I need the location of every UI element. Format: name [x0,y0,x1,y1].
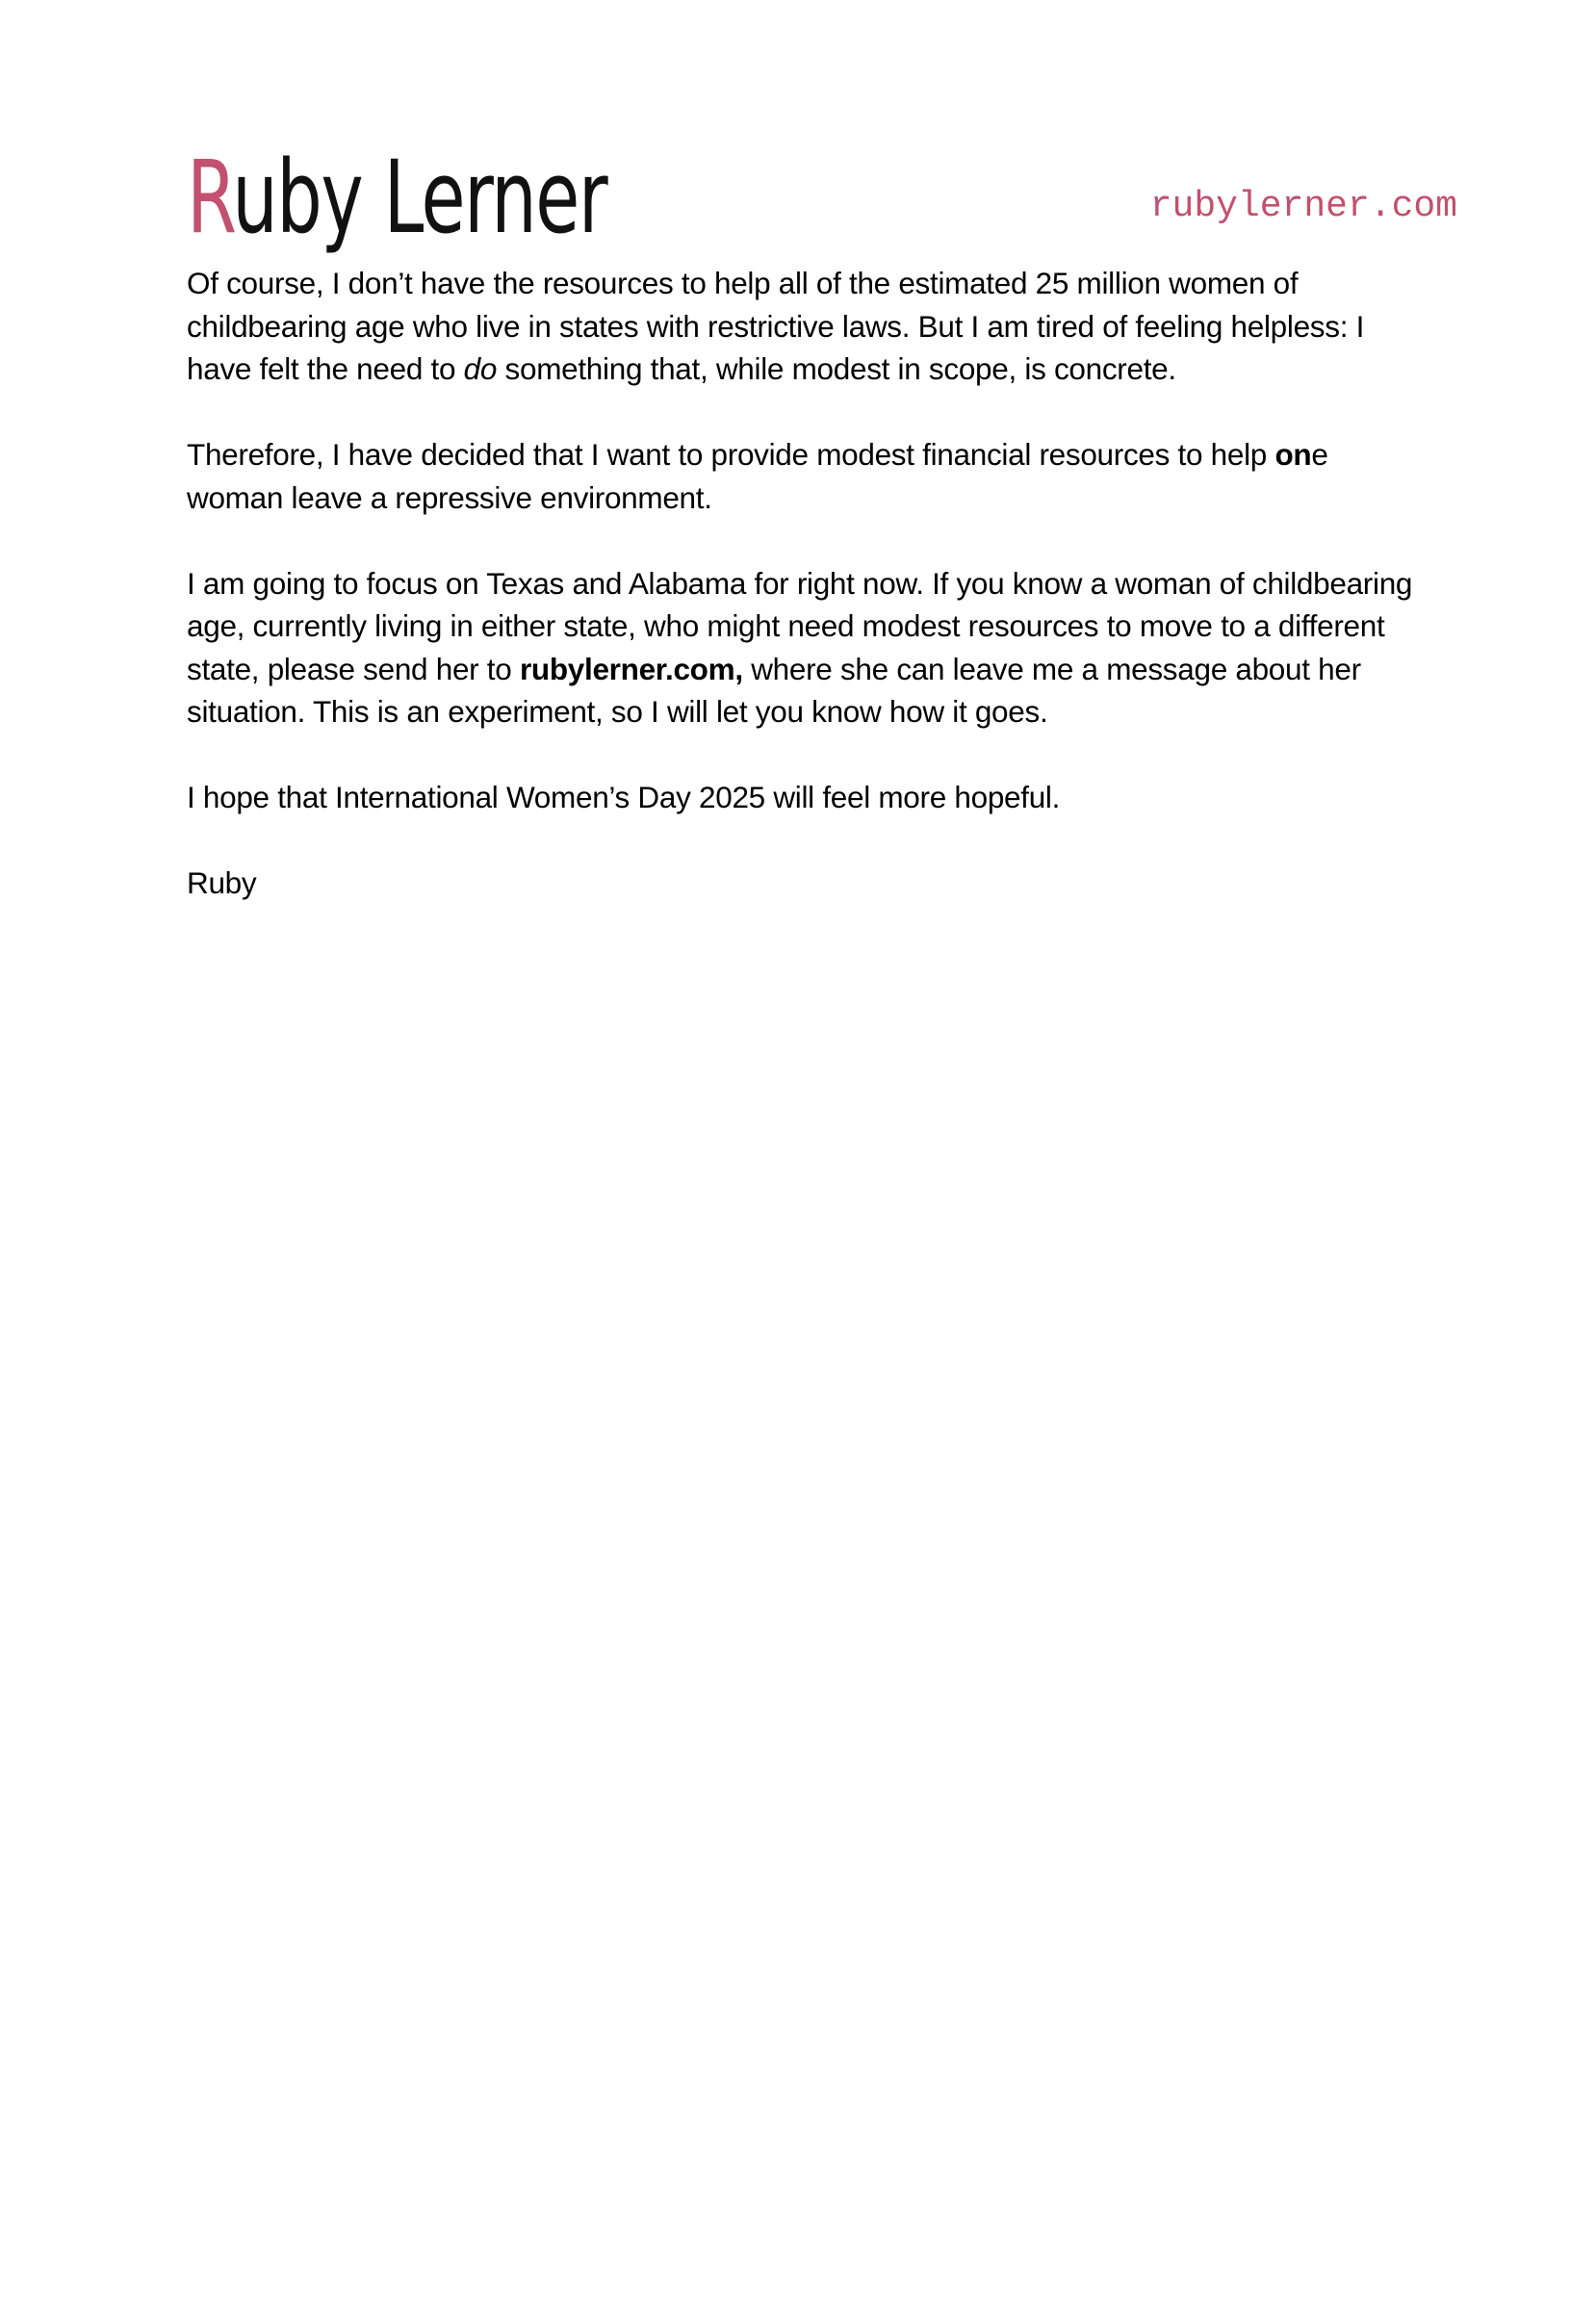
paragraph-3-link-text: rubylerner.com, [519,651,743,686]
logo-wordmark [187,135,606,260]
logo-name: uby Lerner [232,139,607,256]
paragraph-2 [187,433,1429,519]
paragraph-1 [187,262,1429,391]
paragraph-1-text-a: Of course, I don’t have the resources to help all of the estimated 25 million women of childbearing age who live in states with restrictive laws. But I am tired of feeling helpless: I have felt the need to [187,266,1365,386]
paragraph-3-text-a: I am going to focus on Texas and Alabama for right now. If you know a woman of childbearing age, currently living in either state, who might need modest resources to move to a different state, please send her to [187,565,1413,686]
paragraph-4: I hope that International Women’s Day 2025 will feel more hopeful. [187,780,1061,814]
paragraph-2-text-b: e woman leave a repressive environment. [187,437,1328,515]
letter-body [187,262,1429,905]
paragraph-3 [187,562,1429,734]
paragraph-3-text-b: where she can leave me a message about her situation. This is an experiment, so I will let you know how it goes. [187,651,1361,729]
paragraph-1-text-b: something that, while modest in scope, is concrete. [497,351,1176,386]
paragraph-2-bold: on [1274,437,1312,472]
letterhead [187,135,1457,260]
paragraph-2-text-a: Therefore, I have decided that I want to provide modest financial resources to help [187,437,1275,472]
signature: Ruby [187,865,257,900]
paragraph-1-emphasis: do [463,351,498,386]
site-url: rubylerner.com [1149,186,1457,227]
logo-initial: R [187,139,233,256]
